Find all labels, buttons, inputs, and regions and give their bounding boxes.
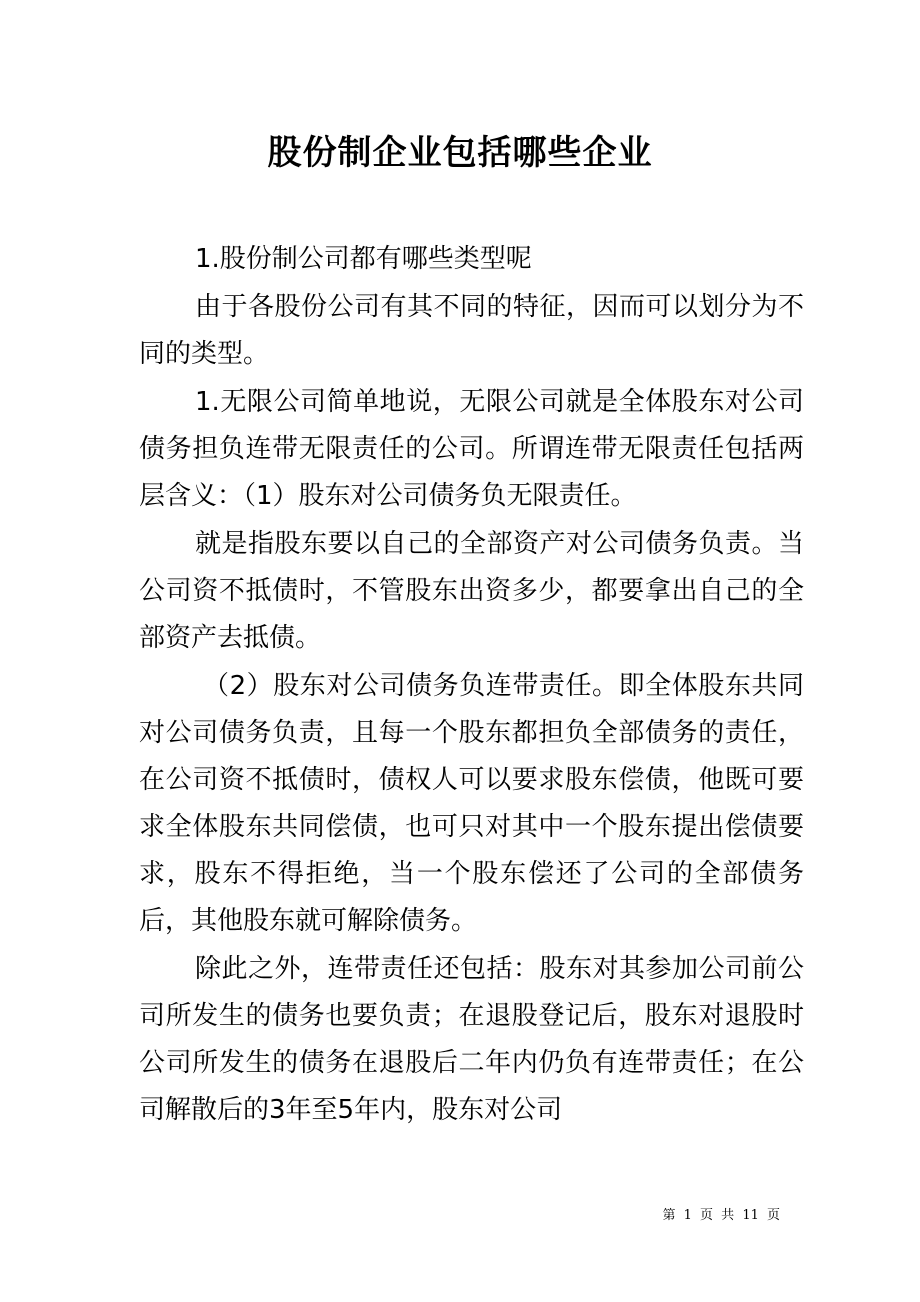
paragraph: 就是指股东要以自己的全部资产对公司债务负责。当公司资不抵债时，不管股东出资多少，都要拿出自己的全部资产去抵债。 xyxy=(139,529,804,653)
paragraph: 由于各股份公司有其不同的特征，因而可以划分为不同的类型。 xyxy=(139,292,804,369)
page-number-footer: 第 1 页 共 11 页 xyxy=(662,1208,780,1223)
paragraph: （2）股东对公司债务负连带责任。即全体股东共同对公司债务负责，且每一个股东都担负全部债务的责任，在公司资不抵债时，债权人可以要求股东偿债，他既可要求全体股东共同偿债，也可只对其中一个股东提出偿债要求，股东不得拒绝，当一个股东偿还了公司的全部债务后，其他股东就可解除债务。 xyxy=(139,671,804,936)
document-title: 股份制企业包括哪些企业 xyxy=(267,133,653,173)
paragraph: 1.无限公司简单地说，无限公司就是全体股东对公司债务担负连带无限责任的公司。所谓连带无限责任包括两层含义：（1）股东对公司债务负无限责任。 xyxy=(139,387,804,511)
paragraph: 除此之外，连带责任还包括：股东对其参加公司前公司所发生的债务也要负责；在退股登记后，股东对退股时公司所发生的债务在退股后二年内仍负有连带责任；在公司解散后的3年至5年内，股东对公司 xyxy=(139,954,804,1125)
paragraph: 1.股份制公司都有哪些类型呢 xyxy=(195,244,532,274)
document-body xyxy=(139,236,804,1135)
